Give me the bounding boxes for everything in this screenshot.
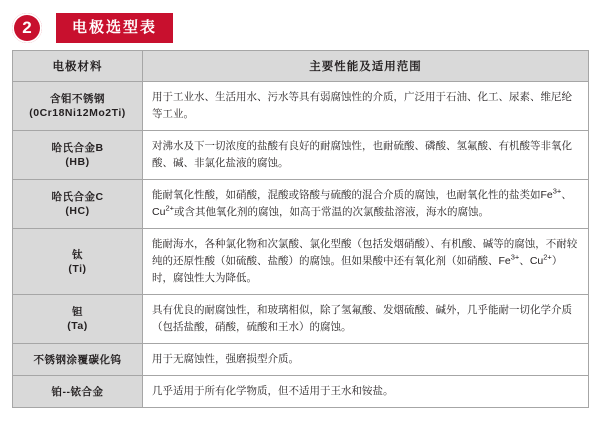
material-label-line2: (HC) <box>65 205 90 217</box>
material-cell: 不锈钢涂覆碳化钨 <box>13 344 143 376</box>
material-cell <box>13 180 143 229</box>
page-header <box>0 0 600 44</box>
table-row <box>13 229 589 295</box>
material-cell <box>13 131 143 180</box>
material-label-line2: (HB) <box>65 156 90 168</box>
table-header <box>13 51 589 82</box>
material-label-line1: 钛 <box>72 248 83 261</box>
material-cell <box>13 295 143 344</box>
material-label-line1: 含钼不锈钢 <box>50 93 105 105</box>
material-label-line2: (Ti) <box>68 262 87 275</box>
description-cell: 对沸水及下一切浓度的盐酸有良好的耐腐蚀性，也耐硫酸、磷酸、氢氟酸、有机酸等非氧化酸、碱、非氯化盐液的腐蚀。 <box>143 131 589 180</box>
material-label-line1: 哈氏合金C <box>51 191 104 203</box>
description-cell: 能耐氧化性酸，如硝酸，混酸或铬酸与硫酸的混合介质的腐蚀，也耐氧化性的盐类如$Fe^{3+}$、$Cu^{2+}$或含其他氧化剂的腐蚀，如高于常温的次氯酸盐溶液，海水的腐蚀。 <box>143 180 589 229</box>
material-cell <box>13 229 143 295</box>
table-row <box>13 180 589 229</box>
material-label-line2: (0Cr18Ni12Mo2Ti) <box>29 107 126 119</box>
description-cell: 几乎适用于所有化学物质，但不适用于王水和铵盐。 <box>143 376 589 408</box>
description-cell: 用于工业水、生活用水、污水等具有弱腐蚀性的介质，广泛用于石油、化工、尿素、维尼纶等工业。 <box>143 82 589 131</box>
table-body <box>13 82 589 408</box>
electrode-selection-table <box>12 50 589 408</box>
material-label-line1: 钽 <box>72 306 83 318</box>
description-cell: 用于无腐蚀性，强磨损型介质。 <box>143 344 589 376</box>
table-header-row <box>13 51 589 82</box>
table-row <box>13 82 589 131</box>
table-container <box>0 44 600 408</box>
material-cell: 铂--铱合金 <box>13 376 143 408</box>
material-label-line1: 哈氏合金B <box>51 142 104 154</box>
table-row <box>13 131 589 180</box>
column-header-description: 主要性能及适用范围 <box>143 51 589 82</box>
section-number-badge: 2 <box>12 13 42 43</box>
table-row <box>13 376 589 408</box>
material-cell <box>13 82 143 131</box>
description-cell: 具有优良的耐腐蚀性，和玻璃相似，除了氢氟酸、发烟硫酸、碱外，几乎能耐一切化学介质（包括盐酸，硝酸，硫酸和王水）的腐蚀。 <box>143 295 589 344</box>
table-row <box>13 344 589 376</box>
page-title: 电极选型表 <box>56 13 173 43</box>
material-label-line2: (Ta) <box>67 320 88 332</box>
table-row <box>13 295 589 344</box>
description-cell: 能耐海水，各种氯化物和次氯酸、氯化型酸（包括发烟硝酸）、有机酸、碱等的腐蚀，不耐较纯的还原性酸（如硫酸、盐酸）的腐蚀。但如果酸中还有氧化剂（如硝酸、$Fe^{3+}$、$Cu^{2+}$）时，腐蚀性大为降低。 <box>143 229 589 295</box>
column-header-material: 电极材料 <box>13 51 143 82</box>
